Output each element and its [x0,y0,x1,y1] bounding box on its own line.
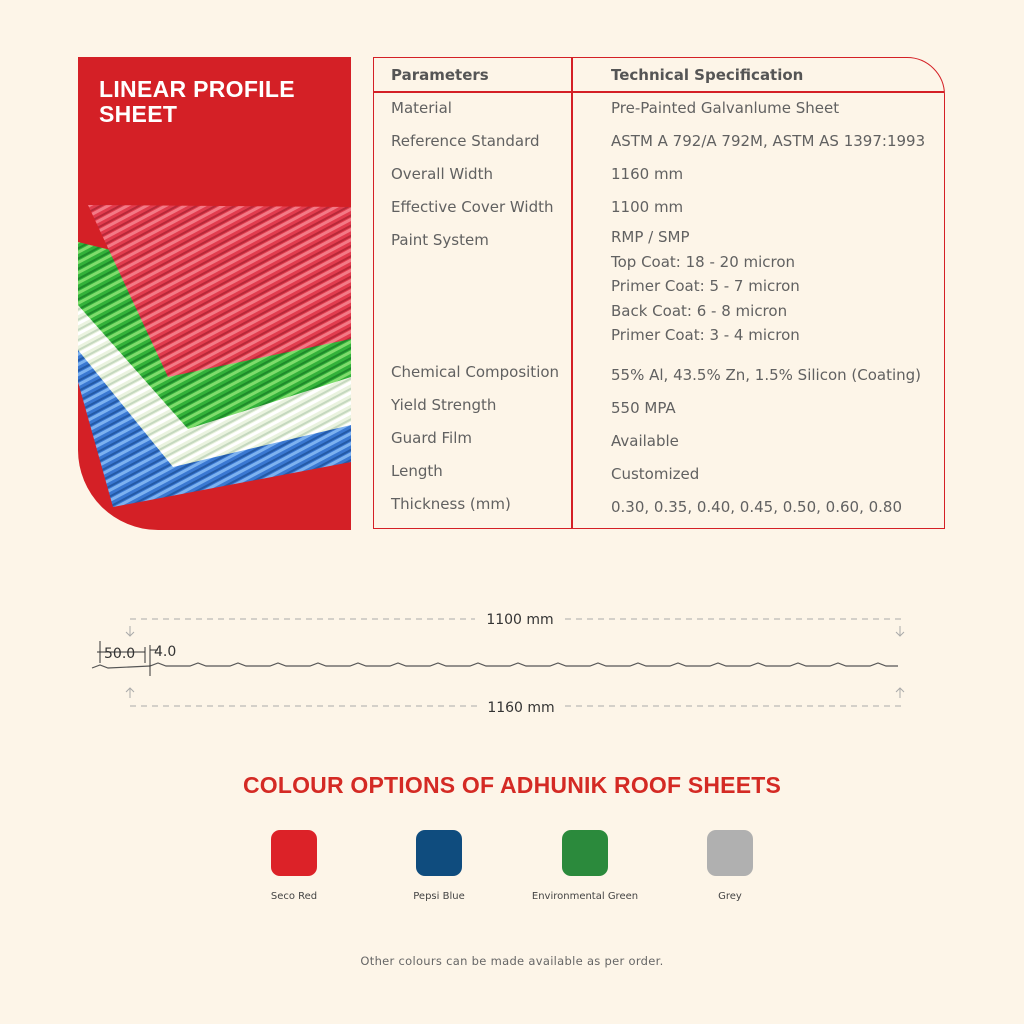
swatch-environmental-green [562,830,608,876]
value-chemical-composition: 55% Al, 43.5% Zn, 1.5% Silicon (Coating) [611,366,922,384]
column-divider [571,58,573,528]
swatch-label: Pepsi Blue [413,891,465,902]
value-thickness: 0.30, 0.35, 0.40, 0.45, 0.50, 0.60, 0.80 [611,498,903,516]
param-paint-system: Paint System [391,231,489,249]
value-reference-standard: ASTM A 792/A 792M, ASTM AS 1397:1993 [611,132,926,150]
param-material: Material [391,99,452,117]
profile-drawing [0,600,1024,720]
header-divider [374,91,944,93]
paint-line: Top Coat: 18 - 20 micron [611,252,796,271]
profile-line [92,663,898,668]
param-reference-standard: Reference Standard [391,132,540,150]
param-thickness: Thickness (mm) [391,495,511,513]
paint-line: RMP / SMP [611,228,690,246]
roof-sheets-image [78,57,351,530]
overall-width-label: 1160 mm [487,700,555,716]
value-overall-width: 1160 mm [611,165,684,183]
param-chemical-composition: Chemical Composition [391,363,560,381]
header-technical-specification: Technical Specification [611,66,804,84]
swatch-pepsi-blue [416,830,462,876]
product-title: LINEAR PROFILE SHEET [99,76,295,127]
value-paint-system [611,225,800,348]
param-guard-film: Guard Film [391,429,472,447]
param-length: Length [391,462,443,480]
paint-line: Back Coat: 6 - 8 micron [611,301,788,320]
value-material: Pre-Painted Galvanlume Sheet [611,99,840,117]
pitch-label: 50.0 [104,646,136,662]
paint-line: Primer Coat: 5 - 7 micron [611,277,800,295]
value-length: Customized [611,465,700,483]
swatch-label: Seco Red [270,891,318,902]
value-guard-film: Available [611,432,679,450]
param-overall-width: Overall Width [391,165,493,183]
swatch-grey [707,830,753,876]
param-yield-strength: Yield Strength [391,396,497,414]
swatch-label: Grey [718,891,742,902]
swatch-label: Environmental Green [531,891,639,902]
spec-table [373,57,945,529]
colour-options-title: COLOUR OPTIONS OF ADHUNIK ROOF SHEETS [242,772,782,798]
value-effective-cover-width: 1100 mm [611,198,684,216]
param-effective-cover-width: Effective Cover Width [391,198,554,216]
depth-label: 4.0 [154,644,177,660]
value-yield-strength: 550 MPA [611,399,676,417]
footer-note: Other colours can be made available as per order. [360,954,664,968]
swatch-seco-red [271,830,317,876]
paint-line: Primer Coat: 3 - 4 micron [611,326,800,344]
header-parameters: Parameters [391,66,489,84]
cover-width-label: 1100 mm [486,612,554,628]
product-panel [78,57,351,530]
